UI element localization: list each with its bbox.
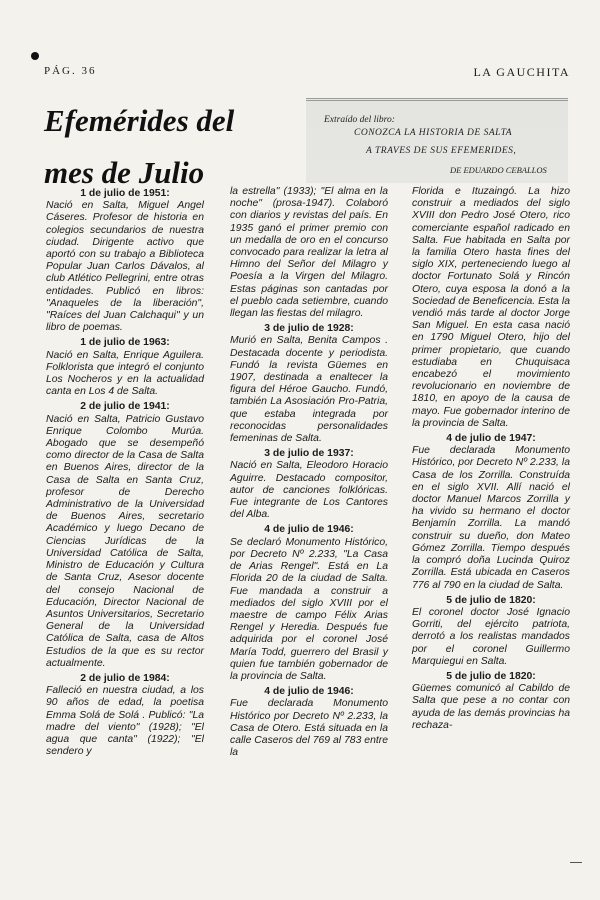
entry [46,401,204,669]
entry-date: 1 de julio de 1963: [80,337,170,349]
entry-date: 4 de julio de 1947: [446,433,536,445]
text-column-2 [230,186,388,762]
entry-text: Fue declarada Monumento Histórico, por Decreto Nº 2.233, la Casa de los Zorrilla. Construída en el siglo XVII. Allí nació el doctor Manuel Marcos Zorrilla y ha vivido su hermano el doctor Benjamín Zorrilla. La mandó construir su dueño, don Mateo Gómez Zorrilla. Tiempo después la compró doña Lucinda Quiroz Zorrilla. Está ubicada en Caseros 776 al 790 en la ciudad de Salta. [412,445,570,591]
source-book-title-2: A TRAVES DE SUS EFEMERIDES, [366,146,517,156]
text-column-1 [46,186,204,761]
entry-date: 5 de julio de 1820: [446,670,536,682]
entry-date: 3 de julio de 1928: [264,323,354,335]
entry-text: Falleció en nuestra ciudad, a los 90 años de edad, la poetisa Emma Solá de Solá . Publicó: "La madre del viento" (1928); "El agua que canta" (1922); "El sendero y [46,685,204,758]
entry-text: Nació en Salta, Enrique Aguilera. Folklorista que integró el conjunto Los Nocheros y en la actualidad canta en Los 4 de Salta. [46,349,204,398]
entry [230,186,388,320]
entry-text: Nació en Salta, Miguel Angel Cáseres. Profesor de historia en colegios secundarios de nuestra ciudad. Dirigente activo que aportó con su trabajo a Biblioteca Popular Juan Carlos Dávalos, al club Atlético Pellegrini, entre otras entidades. Publicó en libros: "Anaqueles de la liberación", "Raíces del Juan Calchaqui" y un libro de poemas. [46,200,204,334]
entry-text: Nació en Salta, Eleodoro Horacio Aguirre. Destacado compositor, autor de canciones folklóricas. Fue integrante de Los Cantores del Alba. [230,460,388,521]
bullet-dot [31,52,39,60]
text-column-3 [412,186,570,735]
footer-rule [570,862,582,863]
source-book-title-1: CONOZCA LA HISTORIA DE SALTA [354,128,513,138]
magazine-name: LA GAUCHITA [473,65,570,79]
entry-date: 4 de julio de 1946: [264,686,354,698]
entry-date: 2 de julio de 1941: [80,401,170,413]
entry [46,673,204,758]
page-number: PÁG. 36 [44,65,97,77]
title-line-2: mes de Julio [44,155,205,190]
entry-text: Florida e Ituzaingó. La hizo construir a mediados del siglo XVIII don Pedro José Otero, rico comerciante español radicado en Salta. Fue habitada en Salta por la familia Otero hasta fines del siglo XIX, perteneciendo luego al doctor Fortunato Solá y Rincón Otero, cuya esposa la donó a la Sociedad de Beneficencia. Esta la vendió más tarde al doctor Jorge San Miguel. En esta casa nació en 1790 Miguel Otero, hijo del primer propietario, que cuando estudiaba en Chuquisaca encabezó el movimiento revolucionario en noviembre de 1810, en apoyo de la causa de mayo. Fue gobernador interino de la provincia de Salta. [412,186,570,429]
entry-text: Fue declarada Monumento Histórico por Decreto Nº 2.233, la Casa de Otero. Está situada en la calle Caseros del 769 al 783 entre la [230,698,388,759]
entry-text: Güemes comunicó al Cabildo de Salta que pese a no contar con ayuda de las demás provincias ha rechaza- [412,683,570,731]
entry-date: 3 de julio de 1937: [264,448,354,460]
entry [46,188,204,334]
running-header [44,65,570,81]
source-box [306,98,568,183]
entry [412,595,570,668]
source-intro: Extraído del libro: [324,115,395,125]
entry-date: 5 de julio de 1820: [446,594,536,606]
entry-text: Nació en Salta, Patricio Gustavo Enrique Colombo Murúa. Abogado que se desempeñó como director de la Casa de Salta en Buenos Aires, director de la Casa de Salta en Santa Cruz, profesor de Derecho Administrativo de la Universidad de Buenos Aires, secretario Académico y luego Decano de Ciencias Jurídicas de la Universidad Católica de Salta, Ministro de Educación y Cultura de Santa Cruz, Asesor docente del consejo Nacional de Educación, Director Nacional de Asuntos Universitarios, Secretario General de la Universidad Católica de Salta, casa de Altos Estudios de la que es su rector actualmente. [46,413,204,669]
entry [230,686,388,759]
entry-text: la estrella" (1933); "El alma en la noche" (prosa-1947). Colaboró con diarios y revistas del país. En 1935 ganó el primer premio con un medalla de oro en el concurso convocado para realizar la letra al Himno del Señor del Milagro y Poesía a la Virgen del Milagro. Estas páginas son cantadas por el pueblo cada setiembre, cuando llegan las fiestas del milagro. [230,186,388,320]
source-author: DE EDUARDO CEBALLOS [450,165,547,175]
entry-date: 2 de julio de 1984: [80,672,170,684]
entry-text: Se declaró Monumento Histórico, por Decreto Nº 2.233, "La Casa de Arias Rengel". Está en La Florida 20 de la ciudad de Salta. Fue mandada a construir a mediados del siglo XVIII por el maestre de campo Félix Arias Rengel y Heredia. Después fue adquirida por el coronel José María Todd, guerrero del Brasil y quien fue también gobernador de la provincia de Salta. [230,536,388,682]
entry-text: El coronel doctor José Ignacio Gorriti, del ejército patriota, derrotó a los realistas mandados por el coronel Guillermo Marquiegui en Salta. [412,606,570,667]
page-title [44,95,294,199]
entry [230,524,388,683]
entry [230,448,388,521]
entry-date: 1 de julio de 1951: [80,188,170,199]
entry [412,186,570,430]
entry-date: 4 de julio de 1946: [264,524,354,536]
entry [412,671,570,732]
entry [230,323,388,445]
title-line-1: Efemérides del [44,103,235,138]
entry [46,337,204,398]
entry [412,433,570,592]
entry-text: Murió en Salta, Benita Campos . Destacada docente y periodista. Fundó la revista Güemes en 1907, destinada a enaltecer la figura del Héroe Gaucho. Fundó, también La Asosiación Pro-Patria, que estaba integrada por reconocidas personalidades femeninas de Salta. [230,335,388,445]
